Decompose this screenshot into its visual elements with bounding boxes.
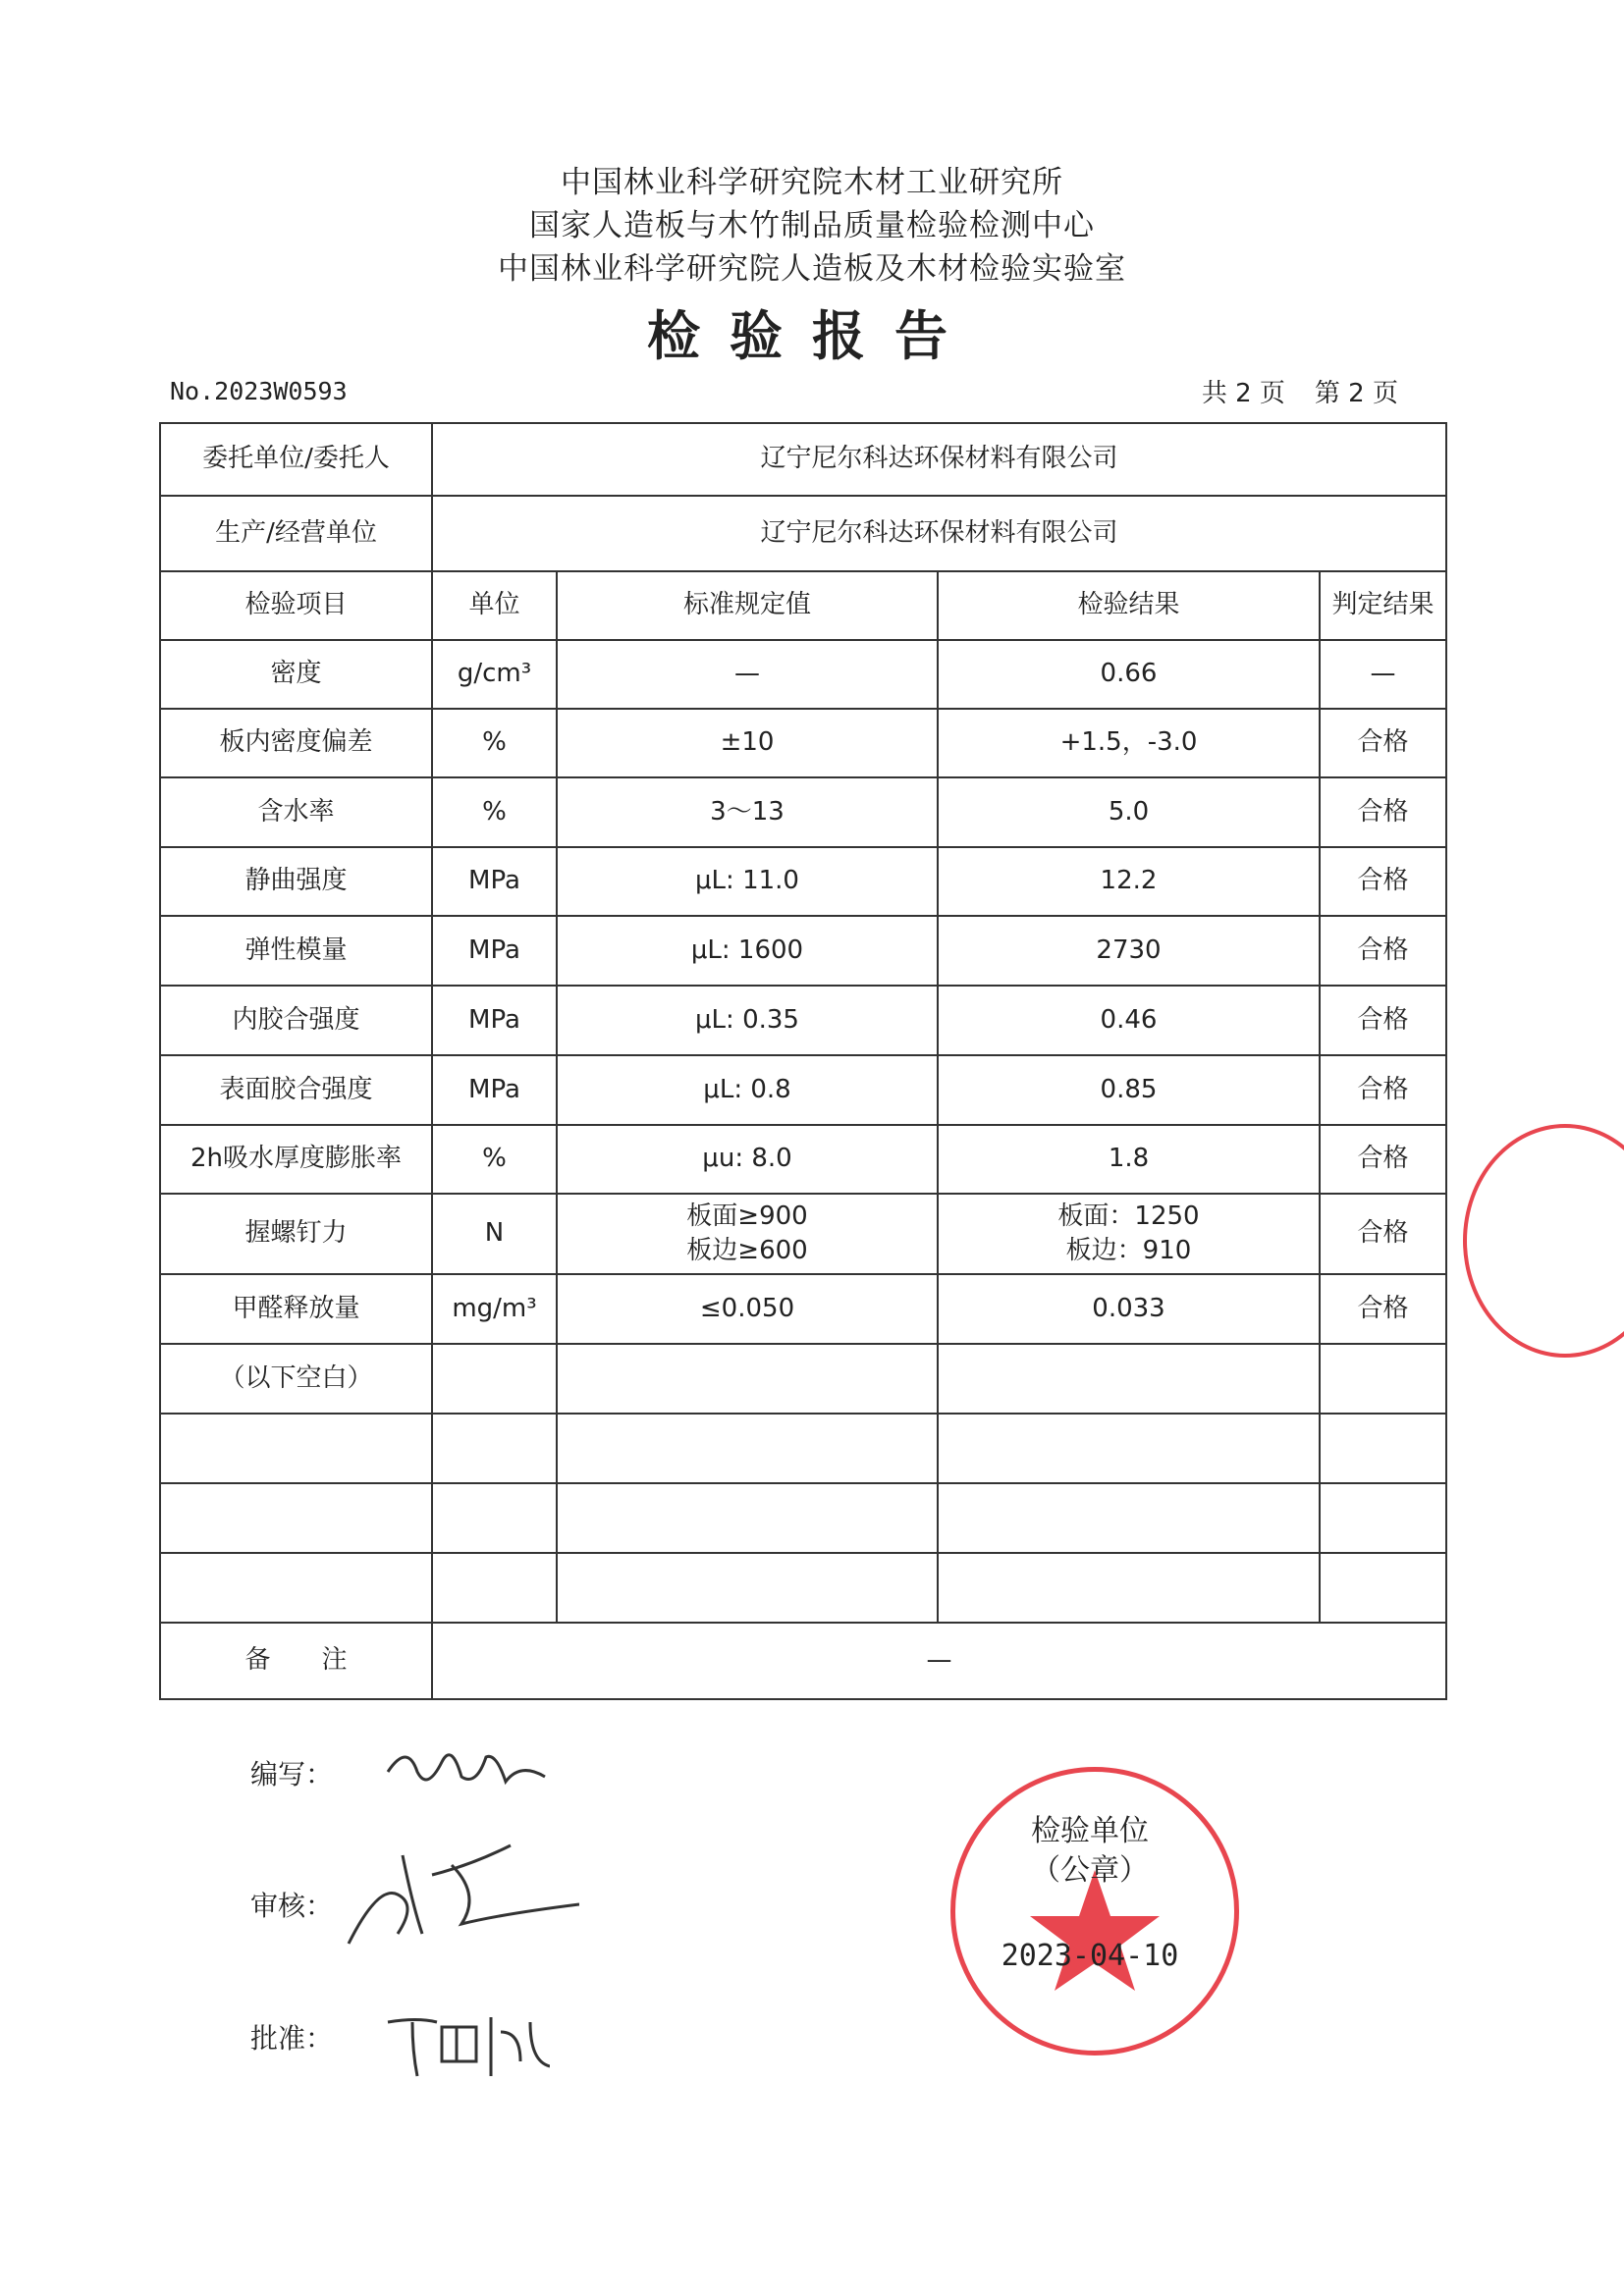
- item-cell: 握螺钉力: [160, 1194, 432, 1274]
- col-header: 单位: [432, 571, 557, 640]
- total-pages: 共 2 页: [1201, 379, 1285, 408]
- producer-label: 生产/经营单位: [160, 496, 432, 571]
- table-row: [160, 986, 1446, 1055]
- partial-seal: [1463, 1124, 1624, 1358]
- result-cell: 0.85: [938, 1055, 1320, 1125]
- client-row: [160, 423, 1446, 496]
- standard-cell: μu: 8.0: [557, 1125, 938, 1194]
- standard-cell: μL: 0.8: [557, 1055, 938, 1125]
- col-header: 标准规定值: [557, 571, 938, 640]
- standard-cell: [557, 1483, 938, 1553]
- unit-cell: [432, 1414, 557, 1483]
- item-cell: [160, 1483, 432, 1553]
- producer-row: [160, 496, 1446, 571]
- col-header: 判定结果: [1320, 571, 1446, 640]
- result-cell: 板面：1250 板边：910: [938, 1194, 1320, 1274]
- unit-cell: MPa: [432, 1055, 557, 1125]
- unit-cell: MPa: [432, 847, 557, 916]
- table-row: [160, 1344, 1446, 1414]
- table-row: [160, 1125, 1446, 1194]
- result-cell: +1.5，-3.0: [938, 709, 1320, 777]
- verdict-cell: —: [1320, 640, 1446, 709]
- item-cell: [160, 1414, 432, 1483]
- standard-cell: μL: 0.35: [557, 986, 938, 1055]
- unit-cell: N: [432, 1194, 557, 1274]
- unit-cell: [432, 1553, 557, 1623]
- verdict-cell: 合格: [1320, 1125, 1446, 1194]
- item-cell: 2h吸水厚度膨胀率: [160, 1125, 432, 1194]
- result-cell: [938, 1483, 1320, 1553]
- reviewer-label: 审核：: [250, 1890, 334, 1922]
- standard-cell: 3～13: [557, 777, 938, 847]
- verdict-cell: 合格: [1320, 777, 1446, 847]
- standard-cell: [557, 1553, 938, 1623]
- unit-cell: %: [432, 1125, 557, 1194]
- inspection-table: [159, 422, 1447, 1700]
- col-header: 检验结果: [938, 571, 1320, 640]
- standard-cell: ≤0.050: [557, 1274, 938, 1344]
- result-cell: 0.66: [938, 640, 1320, 709]
- item-cell: 弹性模量: [160, 916, 432, 986]
- header-row: [160, 571, 1446, 640]
- result-cell: 0.46: [938, 986, 1320, 1055]
- verdict-cell: 合格: [1320, 847, 1446, 916]
- writer-label: 编写：: [250, 1758, 334, 1790]
- report-title: 检验报告: [647, 305, 977, 367]
- table-row: [160, 709, 1446, 777]
- verdict-cell: 合格: [1320, 1055, 1446, 1125]
- item-cell: 内胶合强度: [160, 986, 432, 1055]
- item-cell: 板内密度偏差: [160, 709, 432, 777]
- page-info: [1172, 373, 1398, 409]
- table-row: [160, 1055, 1446, 1125]
- org-line-1: 中国林业科学研究院木材工业研究所: [561, 165, 1063, 200]
- standard-cell: [557, 1344, 938, 1414]
- writer-signature: [378, 1733, 555, 1801]
- table-row: [160, 777, 1446, 847]
- table-row: [160, 640, 1446, 709]
- unit-cell: [432, 1483, 557, 1553]
- table-row: [160, 1553, 1446, 1623]
- item-cell: 甲醛释放量: [160, 1274, 432, 1344]
- unit-cell: g/cm³: [432, 640, 557, 709]
- table-row: [160, 1194, 1446, 1274]
- remarks-label: 备 注: [160, 1623, 432, 1699]
- item-cell: [160, 1553, 432, 1623]
- org-line-3: 中国林业科学研究院人造板及木材检验实验室: [498, 251, 1126, 287]
- item-cell: 静曲强度: [160, 847, 432, 916]
- result-cell: [938, 1344, 1320, 1414]
- unit-cell: %: [432, 777, 557, 847]
- item-cell: （以下空白）: [160, 1344, 432, 1414]
- producer-value: 辽宁尼尔科达环保材料有限公司: [432, 496, 1446, 571]
- client-label: 委托单位/委托人: [160, 423, 432, 496]
- approver-label: 批准：: [250, 2022, 334, 2055]
- standard-cell: ±10: [557, 709, 938, 777]
- unit-cell: MPa: [432, 916, 557, 986]
- standard-cell: μL: 1600: [557, 916, 938, 986]
- table-row: [160, 1483, 1446, 1553]
- unit-cell: [432, 1344, 557, 1414]
- standard-cell: —: [557, 640, 938, 709]
- seal-date: 2023-04-10: [1001, 1939, 1179, 1973]
- result-cell: 1.8: [938, 1125, 1320, 1194]
- table-row: [160, 847, 1446, 916]
- reviewer-signature: [344, 1836, 579, 1953]
- item-cell: 密度: [160, 640, 432, 709]
- unit-cell: mg/m³: [432, 1274, 557, 1344]
- remarks-row: [160, 1623, 1446, 1699]
- standard-cell: [557, 1414, 938, 1483]
- seal-unit: 检验单位: [1031, 1814, 1149, 1848]
- result-cell: 5.0: [938, 777, 1320, 847]
- unit-cell: MPa: [432, 986, 557, 1055]
- standard-cell: 板面≥900 板边≥600: [557, 1194, 938, 1274]
- verdict-cell: [1320, 1344, 1446, 1414]
- remarks-value: —: [432, 1623, 1446, 1699]
- item-cell: 含水率: [160, 777, 432, 847]
- seal-note: （公章）: [1031, 1853, 1149, 1888]
- verdict-cell: [1320, 1414, 1446, 1483]
- org-line-2: 国家人造板与木竹制品质量检验检测中心: [529, 208, 1095, 243]
- standard-cell: μL: 11.0: [557, 847, 938, 916]
- verdict-cell: 合格: [1320, 709, 1446, 777]
- verdict-cell: [1320, 1483, 1446, 1553]
- result-cell: [938, 1414, 1320, 1483]
- table-row: [160, 1414, 1446, 1483]
- result-cell: [938, 1553, 1320, 1623]
- result-cell: 2730: [938, 916, 1320, 986]
- item-cell: 表面胶合强度: [160, 1055, 432, 1125]
- verdict-cell: 合格: [1320, 1274, 1446, 1344]
- unit-cell: %: [432, 709, 557, 777]
- current-page: 第 2 页: [1314, 379, 1398, 408]
- verdict-cell: 合格: [1320, 986, 1446, 1055]
- verdict-cell: [1320, 1553, 1446, 1623]
- verdict-cell: 合格: [1320, 1194, 1446, 1274]
- table-row: [160, 1274, 1446, 1344]
- report-number: No.2023W0593: [170, 377, 348, 405]
- verdict-cell: 合格: [1320, 916, 1446, 986]
- approver-signature: [383, 2002, 550, 2081]
- client-value: 辽宁尼尔科达环保材料有限公司: [432, 423, 1446, 496]
- col-header: 检验项目: [160, 571, 432, 640]
- result-cell: 12.2: [938, 847, 1320, 916]
- table-row: [160, 916, 1446, 986]
- result-cell: 0.033: [938, 1274, 1320, 1344]
